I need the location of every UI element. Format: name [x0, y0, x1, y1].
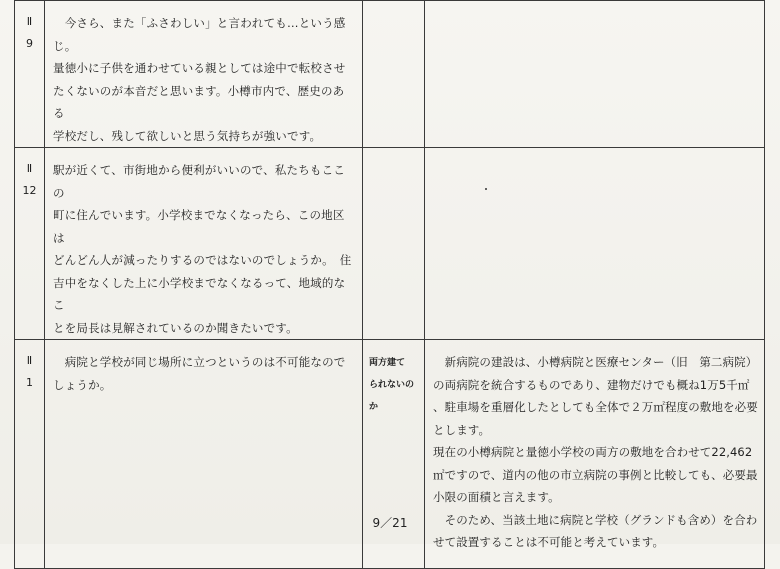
- row-id-number: 1: [26, 376, 33, 389]
- answer-line: ㎡ですので、道内の他の市立病院の事例と比較しても、必要最: [433, 467, 758, 482]
- row-id-cell: [15, 148, 45, 340]
- question-line: 量徳小に子供を通わせている親としては途中で転校させ: [53, 61, 346, 75]
- question-cell: [45, 1, 363, 148]
- question-line: どんどん人が減ったりするのではないのでしょうか。 住: [53, 253, 352, 267]
- answer-cell: [425, 148, 765, 340]
- row-id-cell: [15, 1, 45, 148]
- question-line: 今さら、また「ふさわしい」と言われても…という感じ。: [53, 16, 346, 53]
- question-line: とを局長は見解されているのか聞きたいです。: [53, 320, 298, 335]
- table-row: [15, 1, 765, 148]
- question-line: 駅が近くて、市街地から便利がいいので、私たちもここの: [53, 163, 346, 200]
- row-id-section: Ⅱ: [26, 15, 33, 28]
- table-row: [15, 148, 765, 340]
- row-id-cell: [15, 340, 45, 569]
- question-line: 学校だし、残して欲しいと思う気持ちが強いです。: [53, 128, 322, 143]
- answer-line: 現在の小樽病院と量徳小学校の両方の敷地を合わせて22,462: [433, 445, 753, 459]
- topic-line: られないの: [369, 380, 415, 390]
- topic-line: 両方建て: [369, 358, 406, 368]
- table-row: [15, 340, 765, 569]
- answer-cell: [425, 340, 765, 569]
- page-number: 9／21: [372, 516, 408, 530]
- response-table: [14, 0, 765, 569]
- answer-line: 新病院の建設は、小樽病院と医療センター（旧 第二病院）: [433, 355, 758, 369]
- answer-line: の両病院を統合するものであり、建物だけでも概ね1万5千㎡: [433, 377, 750, 392]
- answer-line: そのため、当該土地に病院と学校（グランドも含め）を合わ: [433, 512, 758, 527]
- question-line: 町に住んでいます。小学校までなくなったら、この地区は: [53, 208, 345, 245]
- question-cell: [45, 340, 363, 569]
- row-id-section: Ⅱ: [26, 162, 33, 175]
- topic-cell: [363, 148, 425, 340]
- answer-line: とします。: [433, 422, 491, 437]
- question-cell: [45, 148, 363, 340]
- row-id-section: Ⅱ: [26, 354, 33, 367]
- question-line: 吉中をなくした上に小学校までなくなるって、地域的なこ: [53, 275, 346, 312]
- question-line: 病院と学校が同じ場所に立つというのは不可能なので: [53, 355, 346, 369]
- answer-cell: [425, 1, 765, 148]
- stray-mark: [485, 188, 487, 190]
- question-line: しょうか。: [53, 377, 112, 392]
- answer-line: 小限の面積と言えます。: [433, 490, 560, 504]
- topic-line: か: [369, 402, 379, 412]
- answer-line: せて設置することは不可能と考えています。: [433, 535, 665, 549]
- topic-cell: [363, 340, 425, 569]
- topic-cell: [363, 1, 425, 148]
- question-line: たくないのが本音だと思います。小樽市内で、歴史のある: [53, 83, 345, 120]
- row-id-number: 12: [22, 184, 37, 197]
- answer-line: 、駐車場を重層化したとしても全体で２万㎡程度の敷地を必要: [433, 400, 758, 414]
- row-id-number: 9: [26, 37, 33, 50]
